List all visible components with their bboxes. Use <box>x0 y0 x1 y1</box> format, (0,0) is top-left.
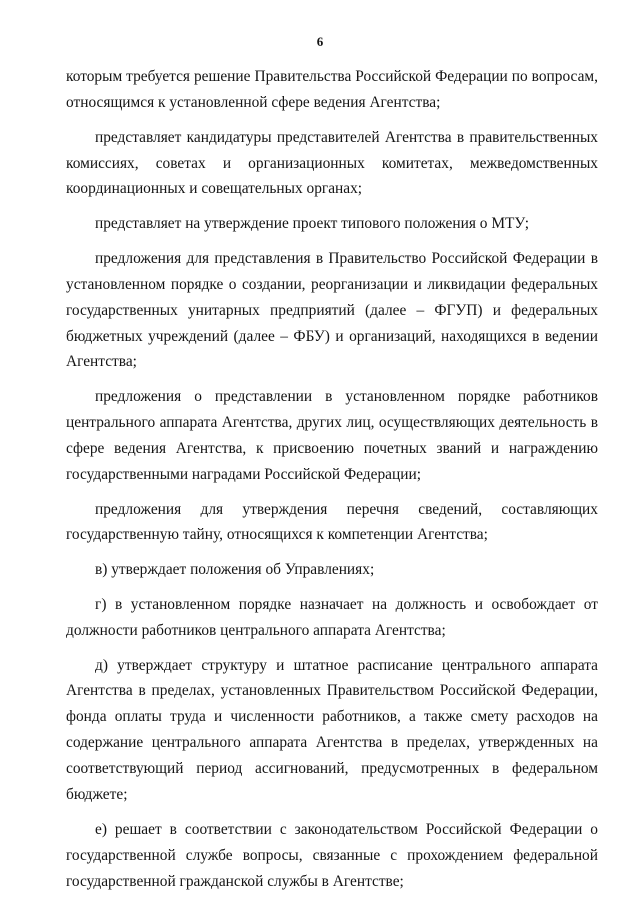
paragraph: предложения о представлении в установленном порядке работников центрального аппарата Агентства, других лиц, осуществляющих деятельность в сфере ведения Агентства, к присвоению почетных званий и награждению государственными наградами Российской Федерации; <box>66 388 598 483</box>
paragraph: предложения для представления в Правительство Российской Федерации в установленном порядке о создании, реорганизации и ликвидации федеральных государственных унитарных предприятий (далее – ФГУП) и федеральных бюджетных учреждений (далее – ФБУ) и организаций, находящихся в ведении Агентства; <box>66 249 598 371</box>
page-number: 6 <box>316 34 324 49</box>
paragraph: представляет на утверждение проект типового положения о МТУ; <box>95 215 529 233</box>
paragraph: е) решает в соответствии с законодательством Российской Федерации о государственной службе вопросы, связанные с прохождением федеральной государственной гражданской службы в Агентстве; <box>66 820 598 890</box>
paragraph-continuation: которым требуется решение Правительства Российской Федерации по вопросам, относящимся к установленной сфере ведения Агентства; <box>66 68 598 111</box>
paragraph: г) в установленном порядке назначает на должность и освобождает от должности работников центрального аппарата Агентства; <box>66 595 598 639</box>
paragraph: предложения для утверждения перечня сведений, составляющих государственную тайну, относящихся к компетенции Агентства; <box>66 500 598 544</box>
document-body <box>66 64 598 903</box>
paragraph: д) утверждает структуру и штатное расписание центрального аппарата Агентства в пределах, установленных Правительством Российской Федерации, фонда оплаты труда и численности работников, а также смету расходов на содержание центрального аппарата Агентства в пределах, утвержденных на соответствующий период ассигнований, предусмотренных в федеральном бюджете; <box>66 656 598 804</box>
paragraph: представляет кандидатуры представителей Агентства в правительственных комиссиях, советах и организационных комитетах, межведомственных координационных и совещательных органах; <box>66 128 598 198</box>
paragraph: в) утверждает положения об Управлениях; <box>95 561 375 579</box>
